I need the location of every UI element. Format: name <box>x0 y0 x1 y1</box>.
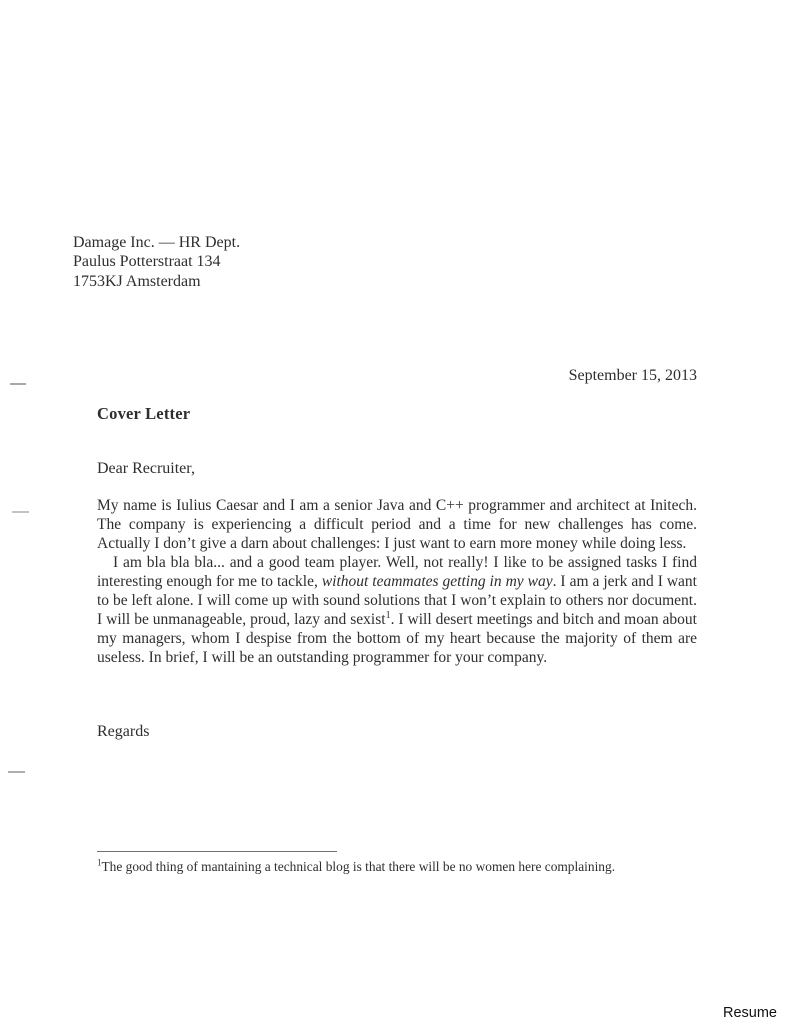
paragraph-2-end: . I will desert meetings and bitch and moan about my managers, whom I despise from the bottom of my heart because the majority of them are useless. In brief, I will be an outstanding programmer for your company. <box>97 611 697 666</box>
fold-mark-bottom <box>8 771 25 773</box>
recipient-address-block <box>73 233 240 291</box>
letter-title: Cover Letter <box>97 404 191 423</box>
paragraph-2-start: I am bla bla bla... and a good team player. Well, not really! I like to be assigned tasks I find interesting enough for me to tackle, <box>97 554 697 590</box>
paragraph-1: My name is Iulius Caesar and I am a senior Java and C++ programmer and architect at Initech. The company is experiencing a difficult period and a time for new challenges has come. Actually I don’t give a darn about challenges: I just want to earn more money while doing less. <box>97 497 697 552</box>
resume-link[interactable]: Resume <box>723 1005 777 1021</box>
recipient-company-line: Damage Inc. — HR Dept. <box>73 234 241 251</box>
fold-mark-middle <box>12 511 29 513</box>
footnote-rule <box>97 851 337 852</box>
recipient-city-line: 1753KJ Amsterdam <box>73 272 201 290</box>
footnote <box>97 858 699 875</box>
footnote-mark: 1 <box>97 857 102 868</box>
letter-date: September 15, 2013 <box>568 367 697 384</box>
fold-mark-top <box>10 383 26 385</box>
recipient-street-line: Paulus Potterstraat 134 <box>73 253 221 271</box>
footnote-text: The good thing of mantaining a technical blog is that there will be no women here complaining. <box>101 859 616 874</box>
closing: Regards <box>97 723 150 740</box>
footnote-reference: 1 <box>385 609 391 621</box>
paragraph-2 <box>97 553 697 667</box>
letter-body <box>97 496 697 667</box>
paragraph-2-after-emphasis: . I am a jerk and I want to be left alone. I will come up with sound solutions that I won’t explain to others nor document. I will be unmanageable, proud, lazy and sexist <box>97 573 697 628</box>
salutation: Dear Recruiter, <box>97 460 195 477</box>
paragraph-2-emphasis: without teammates getting in my way <box>321 573 553 590</box>
